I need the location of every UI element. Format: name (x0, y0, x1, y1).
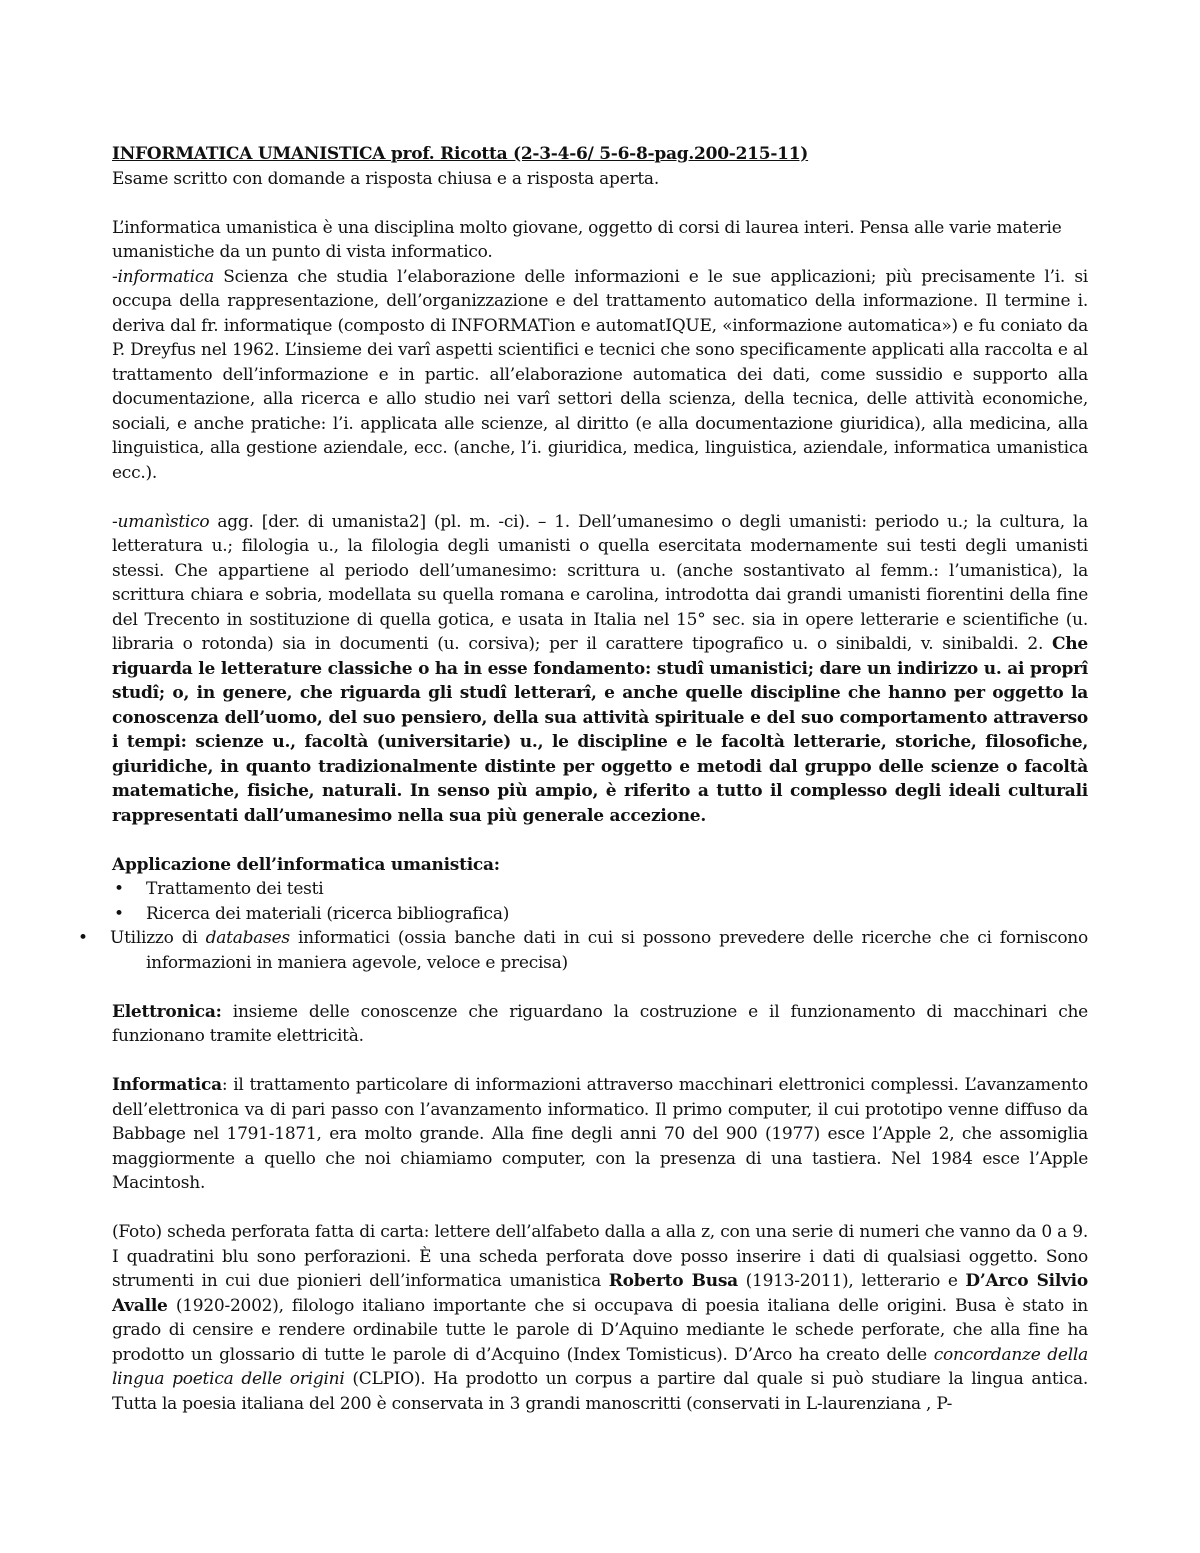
definition-text: Scienza che studia l’elaborazione delle informazioni e le sue applicazioni; più precisamente l’i. si occupa della rappresentazione, dell’organizzazione e del trattamento automatico della informazione. Il termine i. deriva dal fr. informatique (composto di INFORMATion e automatIQUE, «informazione automatica») e fu coniato da P. Dreyfus nel 1962. L’insieme dei varî aspetti scientifici e tecnici che sono specificamente applicati alla raccolta e al trattamento dell’informazione e in partic. all’elaborazione automatica dei dati, come sussidio e supporto alla documentazione, alla ricerca e allo studio nei varî settori della scienza, della tecnica, delle attività economiche, sociali, e anche pratiche: l’i. applicata alle scienze, al diritto (e alla documentazione giuridica), alla medicina, alla linguistica, alla gestione aziendale, ecc. (anche, l’i. giuridica, medica, linguistica, aziendale, informatica umanistica ecc.). (112, 266, 1088, 483)
definition-term: umanìstico (117, 511, 210, 532)
intro-paragraph: L’informatica umanistica è una disciplina molto giovane, oggetto di corsi di laurea interi. Pensa alle varie materie umanistiche da un punto di vista informatico. (112, 217, 1062, 262)
name-busa: Roberto Busa (608, 1271, 738, 1291)
spacer (112, 828, 1088, 853)
spacer (112, 1049, 1088, 1074)
definition-text: agg. [der. di umanista2] (pl. m. -ci). – 1. Dell’umanesimo o degli umanisti: periodo u.; la cultura, la letteratura u.; filologia u., la filologia degli umanisti o quella esercitata modernamente sui testi degli umanisti stessi. Che appartiene al periodo dell’umanesimo: scrittura u. (anche sostantivato al femm.: l’umanistica), la scrittura chiara e sobria, modellata su quella romana e carolina, introdotta dai grandi umanisti fiorentini della fine del Trecento in sostituzione di quella gotica, e usata in Italia nel 15° sec. sia in opere letterarie e scientifiche (u. libraria o rotonda) sia in documenti (u. corsiva); per il carattere tipografico u. o sinibaldi, v. sinibaldi. 2. (112, 511, 1088, 654)
concordanze-title: concordanze della lingua poetica delle origini (112, 1344, 1088, 1389)
bullet-icon: • (114, 879, 124, 899)
elettronica-label: Elettronica: (112, 1001, 222, 1022)
applications-list (78, 877, 1088, 975)
bullet-icon: • (114, 903, 124, 924)
document-title: INFORMATICA UMANISTICA prof. Ricotta (2-3-4-6/ 5-6-8-pag.200-215-11) (112, 144, 809, 164)
informatica-paragraph: Informatica: il trattamento particolare di informazioni attraverso macchinari elettronici complessi. L’avanzamento dell’elettronica va di pari passo con l’avanzamento informatico. Il primo computer, il cui prototipo venne diffuso da Babbage nel 1791-1871, era molto grande. Alla fine degli anni 70 del 900 (1977) esce l’Apple 2, che assomiglia maggiormente a quello che noi chiamiamo computer, con la presenza di una tastiera. Nel 1984 esce l’Apple Macintosh. (112, 1075, 1088, 1193)
spacer (112, 975, 1088, 1000)
list-item: • Trattamento dei testi (112, 877, 1088, 902)
definition-term: informatica (117, 266, 214, 287)
spacer (112, 191, 1088, 216)
spacer (112, 1196, 1088, 1221)
name-avalle: D’Arco Silvio Avalle (112, 1271, 1088, 1316)
definition-informatica (112, 265, 1088, 486)
definition-prefix: - (112, 511, 118, 532)
elettronica-paragraph: Elettronica: insieme delle conoscenze che riguardano la costruzione e il funzionamento di macchinari che funzionano tramite elettricità. (112, 1001, 1088, 1046)
spacer (112, 485, 1088, 510)
applications-heading: Applicazione dell’informatica umanistica: (112, 854, 500, 875)
definition-prefix: - (112, 266, 118, 287)
list-item: • Ricerca dei materiali (ricerca bibliografica) (112, 902, 1088, 927)
informatica-label: Informatica (112, 1075, 222, 1095)
exam-note: Esame scritto con domande a risposta chiusa e a risposta aperta. (112, 168, 659, 189)
list-item: • Utilizzo di databases informatici (ossia banche dati in cui si possono prevedere delle ricerche che ci forniscono informazioni in maniera agevole, veloce e precisa) (78, 928, 1088, 973)
definition-bold-text: Che riguarda le letterature classiche o ha in esse fondamento: studî umanistici; dare un indirizzo u. ai proprî studî; o, in genere, che riguarda gli studî letterarî, e anche quelle discipline che hanno per oggetto la conoscenza dell’uomo, del suo pensiero, della sua attività spirituale e del suo comportamento attraverso i tempi: scienze u., facoltà (universitarie) u., le discipline e le facoltà letterarie, storiche, filosofiche, giuridiche, in quanto tradizionalmente distinte per oggetto e metodi dal gruppo delle scienze o facoltà matematiche, fisiche, naturali. In senso più ampio, è riferito a tutto il complesso degli ideali culturali rappresentati dall’umanesimo nella sua più generale accezione. (112, 634, 1088, 826)
foto-paragraph: (Foto) scheda perforata fatta di carta: lettere dell’alfabeto dalla a alla z, con una serie di numeri che vanno da 0 a 9. I quadratini blu sono perforazioni. È una scheda perforata dove posso inserire i dati di qualsiasi oggetto. Sono strumenti in cui due pionieri dell’informatica umanistica Roberto Busa (1913-2011), letterario e D’Arco Silvio Avalle (1920-2002), filologo italiano importante che si occupava di poesia italiana delle origini. Busa è stato in grado di censire e rendere ordinabile tutte le parole di D’Aquino mediante le schede perforate, che alla fine ha prodotto un glossario di tutte le parole di d’Acquino (Index Tomisticus). D’Arco ha creato delle concordanze della lingua poetica delle origini (CLPIO). Ha prodotto un corpus a partire dal quale si può studiare la lingua antica. Tutta la poesia italiana del 200 è conservata in 3 grandi manoscritti (conservati in L-laurenziana , P- (112, 1222, 1089, 1414)
definition-umanistico (112, 510, 1088, 829)
